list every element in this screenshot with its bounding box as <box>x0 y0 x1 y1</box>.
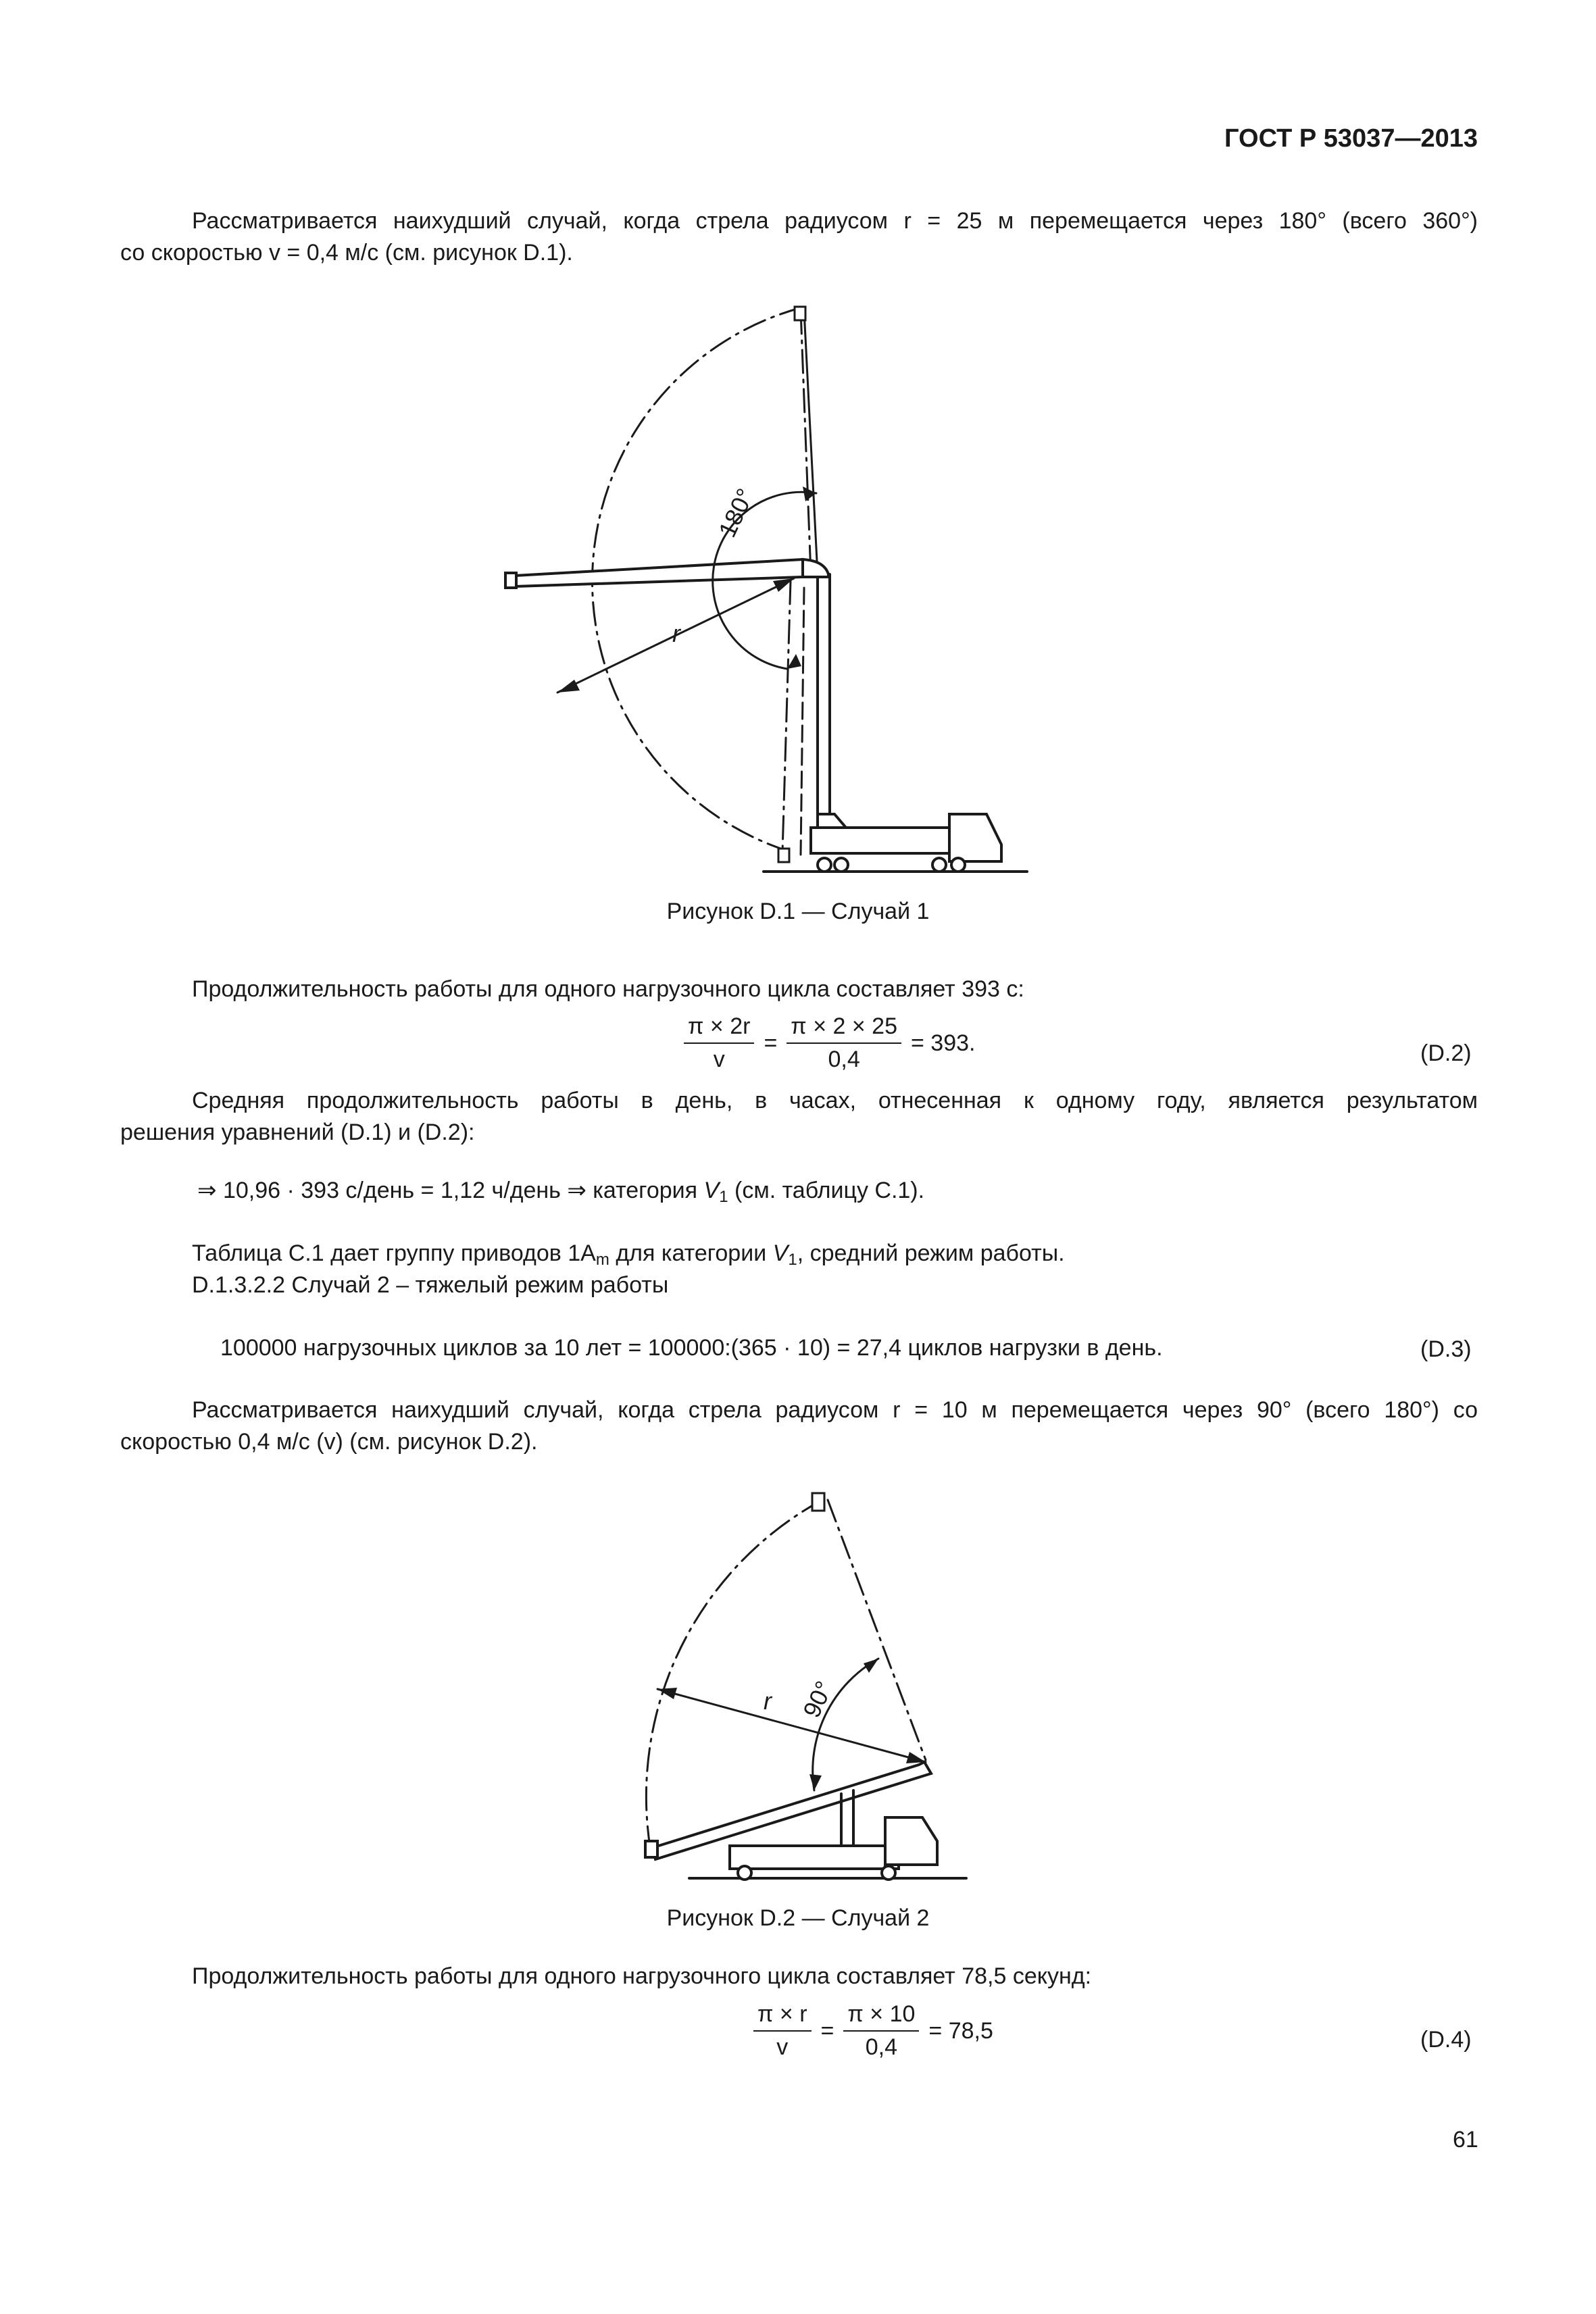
variable: V <box>703 1178 720 1203</box>
text: , средний режим работы. <box>797 1240 1065 1266</box>
paragraph-line <box>192 1240 1065 1269</box>
paragraph-line: Средняя продолжительность работы в день, в часах, отнесенная к одному году, является результатом <box>192 1088 1478 1113</box>
paragraph-line: Рассматривается наихудший случай, когда стрела радиусом r = 10 м перемещается через 90° (всего 180°) со <box>192 1397 1478 1423</box>
equation-number: (D.4) <box>1420 2027 1472 2053</box>
implies-arrow: ⇒ <box>197 1178 217 1203</box>
eq-numerator: π × 2 × 25 <box>787 1013 901 1044</box>
section-heading: D.1.3.2.2 Случай 2 – тяжелый режим работы <box>192 1272 669 1298</box>
figure-d2 <box>622 1473 987 1898</box>
boom-end-block <box>645 1841 657 1857</box>
implication-text: категория <box>593 1178 698 1203</box>
eq-equals: = <box>820 2017 834 2044</box>
eq-equals: = <box>764 1030 778 1056</box>
paragraph-line: решения уравнений (D.1) и (D.2): <box>120 1120 475 1145</box>
eq-numerator: π × 2r <box>684 1013 754 1044</box>
angle-label-90: 90° <box>797 1676 839 1722</box>
eq-denominator: v <box>776 2034 789 2060</box>
document-header: ГОСТ Р 53037—2013 <box>1224 124 1478 153</box>
subscript: 1 <box>719 1188 728 1206</box>
crane-boom <box>515 559 803 586</box>
subscript: m <box>595 1251 609 1269</box>
subscript: 1 <box>788 1251 797 1269</box>
eq-denominator: 0,4 <box>828 1047 860 1072</box>
implication-line <box>197 1178 925 1206</box>
implication-text: 10,96 · 393 с/день = 1,12 ч/день <box>222 1178 561 1203</box>
equation-d3: 100000 нагрузочных циклов за 10 лет = 100000:(365 · 10) = 27,4 циклов нагрузки в день. <box>220 1335 1163 1361</box>
eq-denominator: v <box>713 1047 725 1072</box>
equation-number: (D.3) <box>1420 1336 1472 1362</box>
angle-arc-90 <box>813 1659 878 1790</box>
equation-number: (D.2) <box>1420 1040 1472 1066</box>
eq-result: = 393. <box>910 1030 976 1056</box>
truck-d1 <box>811 814 1001 872</box>
implies-arrow: ⇒ <box>567 1178 587 1203</box>
paragraph-line: со скоростью v = 0,4 м/с (см. рисунок D.1). <box>120 240 573 266</box>
radius-label: r <box>672 620 680 647</box>
variable: V <box>772 1240 789 1266</box>
page-number: 61 <box>1453 2127 1478 2153</box>
equation-d2 <box>684 1013 975 1073</box>
boom-path-arc <box>646 1500 822 1851</box>
eq-numerator: π × 10 <box>843 2001 919 2032</box>
equation-d4 <box>753 2001 993 2061</box>
text: Таблица С.1 дает группу приводов 1А <box>192 1240 596 1266</box>
figure-d1-caption: Рисунок D.1 — Случай 1 <box>666 899 930 924</box>
eq-denominator: 0,4 <box>865 2034 898 2060</box>
eq-numerator: π × r <box>753 2001 812 2032</box>
paragraph-line: Рассматривается наихудший случай, когда стрела радиусом r = 25 м перемещается через 180° (всего 360°) <box>192 208 1478 234</box>
figure-d1 <box>473 284 1081 905</box>
paragraph-line: Продолжительность работы для одного нагрузочного цикла составляет 393 с: <box>192 976 1024 1002</box>
radius-arrow <box>657 1689 926 1762</box>
radius-label: r <box>764 1687 772 1715</box>
text: для категории <box>616 1240 767 1266</box>
paragraph-line: скоростью 0,4 м/с (v) (см. рисунок D.2). <box>120 1429 538 1455</box>
implication-text: (см. таблицу С.1). <box>734 1178 925 1203</box>
angle-label-180: 180° <box>713 484 759 542</box>
figure-d2-caption: Рисунок D.2 — Случай 2 <box>666 1905 930 1931</box>
paragraph-line: Продолжительность работы для одного нагрузочного цикла составляет 78,5 секунд: <box>192 1963 1092 1989</box>
eq-result: = 78,5 <box>928 2017 993 2044</box>
boom-end-block <box>505 573 516 588</box>
